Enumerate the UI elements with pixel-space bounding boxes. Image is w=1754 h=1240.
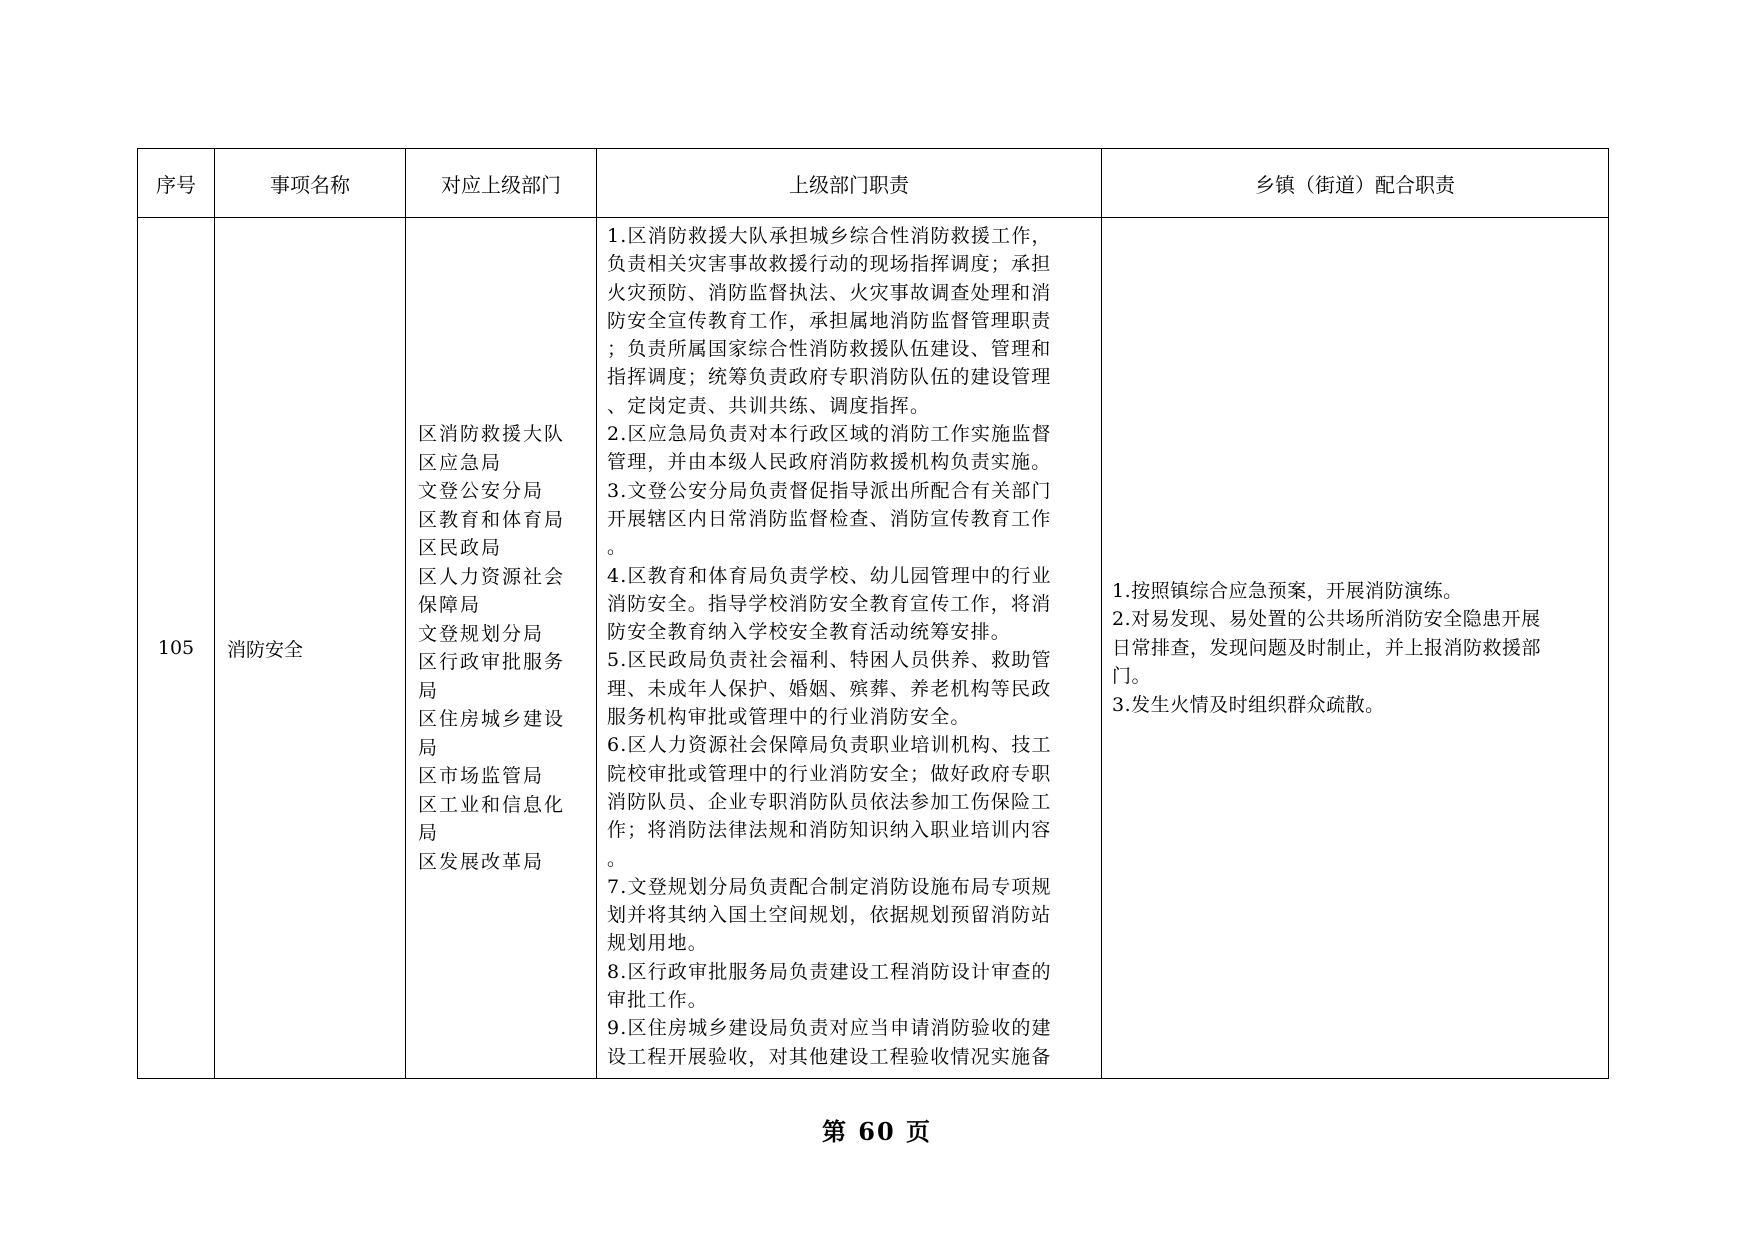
department-line: 区住房城乡建设 — [418, 708, 566, 730]
duty-line: 院校审批或管理中的行业消防安全；做好政府专职 — [607, 762, 1052, 785]
duty-line: 消防队员、企业专职消防队员依法参加工伤保险工 — [607, 790, 1052, 813]
header-row — [138, 149, 1609, 218]
duty-line: 防安全教育纳入学校安全教育活动统筹安排。 — [607, 621, 1012, 644]
header-township-duties: 乡镇（街道）配合职责 — [1102, 149, 1609, 218]
duty-line: 负责相关灾害事故救援行动的现场指挥调度；承担 — [607, 253, 1052, 276]
cooperation-line: 3.发生火情及时组织群众疏散。 — [1112, 693, 1385, 716]
cooperation-text — [1112, 577, 1598, 720]
duty-line: 消防安全。指导学校消防安全教育宣传工作，将消 — [607, 592, 1052, 615]
duty-line: 4.区教育和体育局负责学校、幼儿园管理中的行业 — [607, 564, 1052, 587]
duty-line: 火灾预防、消防监督执法、火灾事故调查处理和消 — [607, 281, 1052, 304]
row-departments — [406, 218, 597, 1079]
duty-line: 1.区消防救援大队承担城乡综合性消防救援工作， — [607, 225, 1052, 247]
duty-line: 。 — [607, 847, 628, 870]
page-number: 第 60 页 — [821, 1117, 933, 1146]
cooperation-line: 2.对易发现、易处置的公共场所消防安全隐患开展 — [1112, 608, 1541, 631]
duty-line: 理、未成年人保护、婚姻、殡葬、养老机构等民政 — [607, 677, 1052, 700]
duty-line: 指挥调度；统筹负责政府专职消防队伍的建设管理 — [607, 366, 1052, 389]
header-seq: 序号 — [138, 149, 215, 218]
duty-line: 作；将消防法律法规和消防知识纳入职业培训内容 — [607, 819, 1052, 842]
department-line: 文登公安分局 — [418, 480, 545, 502]
duty-line: 8.区行政审批服务局负责建设工程消防设计审查的 — [607, 960, 1052, 983]
duty-line: 开展辖区内日常消防监督检查、消防宣传教育工作 — [607, 507, 1052, 530]
duty-line: 3.文登公安分局负责督促指导派出所配合有关部门 — [607, 479, 1052, 502]
department-line: 区民政局 — [418, 537, 503, 559]
department-line: 文登规划分局 — [418, 622, 545, 645]
department-line: 局 — [418, 822, 440, 844]
department-line: 区应急局 — [418, 451, 503, 474]
department-line: 区发展改革局 — [418, 850, 545, 873]
duty-line: 划并将其纳入国土空间规划，依据规划预留消防站 — [607, 904, 1052, 927]
department-line: 区消防救援大队 — [418, 423, 566, 445]
department-line: 区行政审批服务 — [418, 651, 566, 673]
duty-line: 。 — [607, 536, 628, 559]
department-line: 区市场监管局 — [418, 765, 545, 787]
department-line: 区教育和体育局 — [418, 508, 566, 531]
header-department-duties: 上级部门职责 — [597, 149, 1102, 218]
duty-line: 防安全宣传教育工作，承担属地消防监督管理职责 — [607, 309, 1052, 332]
row-department-duties — [597, 218, 1102, 1079]
row-township-duties — [1102, 218, 1609, 1079]
department-line: 保障局 — [418, 594, 482, 616]
department-line: 区人力资源社会 — [418, 565, 566, 588]
header-item-name: 事项名称 — [215, 149, 406, 218]
cooperation-line: 1.按照镇综合应急预案，开展消防演练。 — [1112, 579, 1463, 602]
header-department: 对应上级部门 — [406, 149, 597, 218]
duty-line: 5.区民政局负责社会福利、特困人员供养、救助管 — [607, 649, 1052, 672]
table-row — [138, 218, 1609, 1079]
department-line: 局 — [418, 679, 440, 702]
duty-line: 、定岗定责、共训共练、调度指挥。 — [607, 394, 931, 417]
duty-line: 2.区应急局负责对本行政区域的消防工作实施监督 — [607, 423, 1052, 446]
department-line: 区工业和信息化 — [418, 793, 566, 816]
duty-line: 6.区人力资源社会保障局负责职业培训机构、技工 — [607, 734, 1052, 757]
duty-table — [137, 148, 1609, 1079]
duty-line: 审批工作。 — [607, 989, 709, 1012]
duty-line: ；负责所属国家综合性消防救援队伍建设、管理和 — [607, 338, 1052, 361]
duty-line: 服务机构审批或管理中的行业消防安全。 — [607, 706, 971, 729]
row-item-name: 消防安全 — [215, 218, 406, 1079]
row-seq: 105 — [138, 218, 215, 1079]
department-line: 局 — [418, 736, 440, 759]
duty-line: 管理，并由本级人民政府消防救援机构负责实施。 — [607, 451, 1052, 474]
cooperation-line: 门。 — [1112, 665, 1152, 688]
department-list — [418, 420, 588, 876]
duty-line: 设工程开展验收，对其他建设工程验收情况实施备 — [607, 1045, 1052, 1068]
duty-line: 9.区住房城乡建设局负责对应当申请消防验收的建 — [607, 1017, 1052, 1040]
duty-text — [607, 222, 1091, 1068]
cooperation-line: 日常排查，发现问题及时制止，并上报消防救援部 — [1112, 636, 1542, 659]
duty-line: 规划用地。 — [607, 932, 709, 955]
duty-line: 7.文登规划分局负责配合制定消防设施布局专项规 — [607, 875, 1052, 898]
